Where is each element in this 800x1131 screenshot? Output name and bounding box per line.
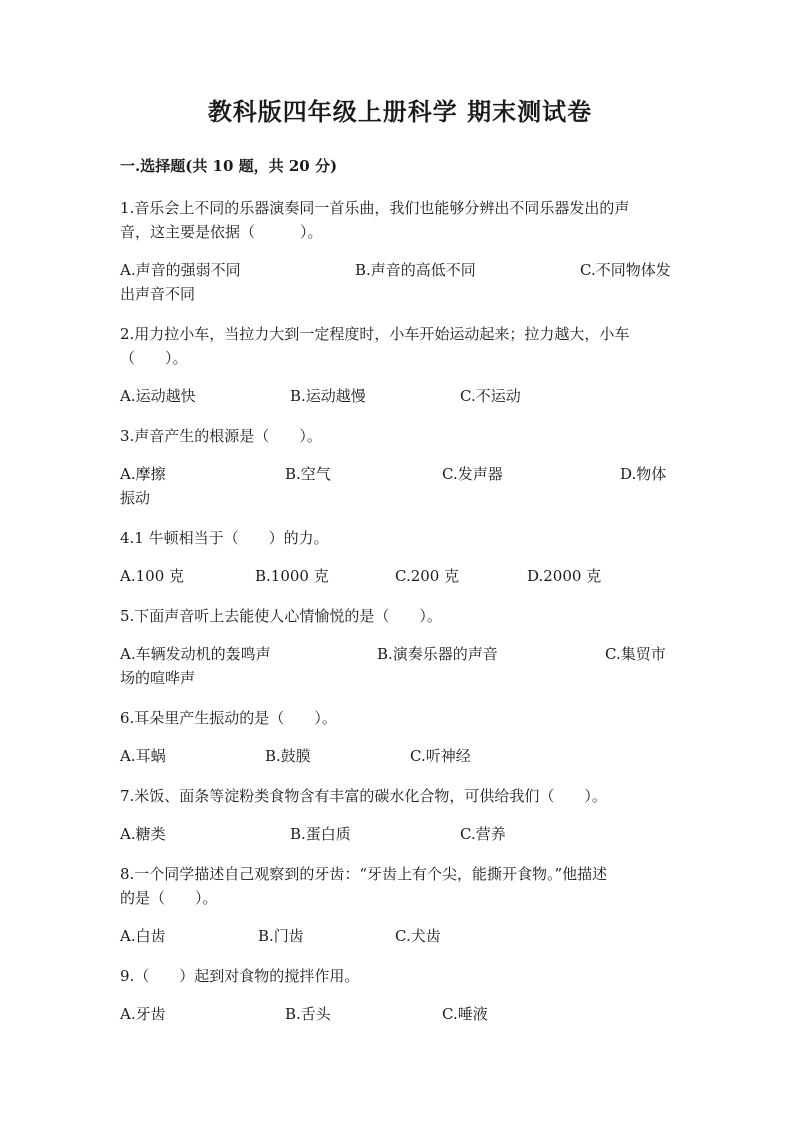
answer-options — [120, 258, 680, 306]
option-b[interactable]: B.门齿 — [258, 927, 304, 945]
option-d[interactable]: D.物体 — [620, 465, 667, 483]
option-row — [120, 744, 680, 768]
question-stem — [120, 604, 680, 628]
option-a[interactable]: A.白齿 — [120, 927, 166, 945]
option-b[interactable]: B.鼓膜 — [265, 747, 311, 765]
question-stem-line: （ ）。 — [120, 349, 188, 367]
option-a[interactable]: A.运动越快 — [120, 387, 196, 405]
answer-options — [120, 744, 680, 768]
question-stem-line: 2.用力拉小车，当拉力大到一定程度时，小车开始运动起来；拉力越大，小车 — [120, 325, 630, 343]
question-stem — [120, 706, 680, 730]
option-b[interactable]: B.蛋白质 — [290, 825, 351, 843]
answer-options — [120, 462, 680, 510]
option-a[interactable]: A.车辆发动机的轰鸣声 — [120, 645, 271, 663]
option-c[interactable]: C.不同物体发 — [580, 261, 671, 279]
question-stem — [120, 526, 680, 550]
option-wrap-text: 出声音不同 — [120, 285, 196, 303]
option-a[interactable]: A.摩擦 — [120, 465, 166, 483]
question-5 — [120, 604, 680, 690]
question-stem-line: 5.下面声音听上去能使人心情愉悦的是（ ）。 — [120, 607, 442, 625]
option-c[interactable]: C.发声器 — [442, 465, 503, 483]
option-row — [120, 1002, 680, 1026]
answer-options — [120, 822, 680, 846]
question-4 — [120, 526, 680, 588]
option-d[interactable]: D.2000 克 — [527, 567, 602, 585]
question-stem-line: 音，这主要是依据（ ）。 — [120, 223, 323, 241]
option-a[interactable]: A.糖类 — [120, 825, 166, 843]
answer-options — [120, 924, 680, 948]
question-stem-line: 6.耳朵里产生振动的是（ ）。 — [120, 709, 337, 727]
section-heading: 一.选择题(共 10 题，共 20 分) — [120, 157, 338, 175]
question-8 — [120, 862, 680, 948]
question-stem-line: 7.米饭、面条等淀粉类食物含有丰富的碳水化合物，可供给我们（ ）。 — [120, 787, 607, 805]
question-stem — [120, 196, 680, 244]
option-c[interactable]: C.不运动 — [460, 387, 521, 405]
option-a[interactable]: A.100 克 — [120, 567, 184, 585]
question-9 — [120, 964, 680, 1026]
question-stem-line: 的是（ ）。 — [120, 889, 218, 907]
answer-options — [120, 564, 680, 588]
option-c[interactable]: C.200 克 — [395, 567, 460, 585]
question-stem — [120, 322, 680, 370]
question-stem-line: 8.一个同学描述自己观察到的牙齿：“牙齿上有个尖，能撕开食物。”他描述 — [120, 865, 608, 883]
question-7 — [120, 784, 680, 846]
question-stem — [120, 964, 680, 988]
option-a[interactable]: A.声音的强弱不同 — [120, 261, 241, 279]
option-wrap-text: 振动 — [120, 489, 151, 507]
option-row — [120, 564, 680, 588]
question-stem-line: 9.（ ）起到对食物的搅拌作用。 — [120, 967, 360, 985]
option-row — [120, 822, 680, 846]
page-title: 教科版四年级上册科学 期末测试卷 — [207, 97, 593, 126]
question-stem-line: 3.声音产生的根源是（ ）。 — [120, 427, 322, 445]
question-2 — [120, 322, 680, 408]
question-6 — [120, 706, 680, 768]
option-b[interactable]: B.运动越慢 — [290, 387, 366, 405]
option-a[interactable]: A.耳蜗 — [120, 747, 166, 765]
option-c[interactable]: C.集贸市 — [605, 645, 666, 663]
option-row — [120, 924, 680, 948]
option-b[interactable]: B.演奏乐器的声音 — [377, 645, 498, 663]
option-a[interactable]: A.牙齿 — [120, 1005, 166, 1023]
question-1 — [120, 196, 680, 306]
answer-options — [120, 642, 680, 690]
option-row — [120, 258, 680, 282]
option-c[interactable]: C.营养 — [460, 825, 506, 843]
question-3 — [120, 424, 680, 510]
option-b[interactable]: B.声音的高低不同 — [355, 261, 476, 279]
question-stem — [120, 784, 680, 808]
option-c[interactable]: C.犬齿 — [395, 927, 441, 945]
question-list — [120, 196, 680, 1026]
question-stem-line: 1.音乐会上不同的乐器演奏同一首乐曲，我们也能够分辨出不同乐器发出的声 — [120, 199, 630, 217]
option-b[interactable]: B.空气 — [285, 465, 331, 483]
option-wrap-text: 场的喧哗声 — [120, 669, 196, 687]
option-b[interactable]: B.舌头 — [285, 1005, 331, 1023]
question-stem — [120, 424, 680, 448]
option-c[interactable]: C.听神经 — [410, 747, 471, 765]
answer-options — [120, 384, 680, 408]
option-c[interactable]: C.唾液 — [442, 1005, 488, 1023]
option-row — [120, 462, 680, 486]
option-row — [120, 642, 680, 666]
question-stem-line: 4.1 牛顿相当于（ ）的力。 — [120, 529, 329, 547]
question-stem — [120, 862, 680, 910]
option-row — [120, 384, 680, 408]
answer-options — [120, 1002, 680, 1026]
option-b[interactable]: B.1000 克 — [255, 567, 329, 585]
